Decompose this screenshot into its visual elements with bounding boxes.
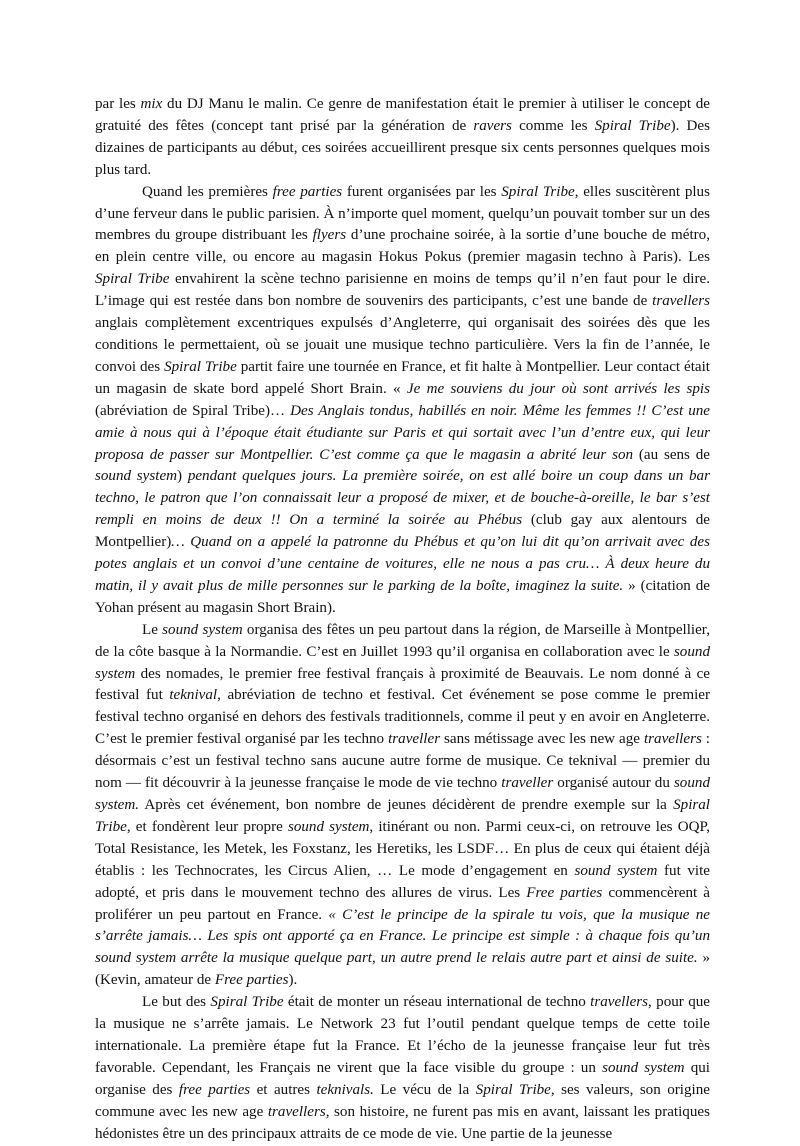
italic-text-run: sound system	[162, 621, 243, 638]
text-run: , et fondèrent leur propre	[126, 818, 288, 835]
italic-text-run: teknival	[169, 687, 218, 704]
italic-text-run: traveller	[501, 775, 554, 792]
italic-text-run: Je me souviens du jour où sont arrivés les spis	[406, 380, 711, 397]
text-run: » (Kevin, amateur de	[95, 950, 710, 989]
paragraph-2	[95, 182, 710, 620]
text-run: ).	[288, 972, 298, 989]
italic-text-run: travellers	[267, 1103, 326, 1120]
text-run: ). Des dizaines de participants au début, ces soirées accueillirent presque six cents personnes quelques mois plus tard.	[95, 117, 710, 178]
italic-text-run: Spiral Tribe	[594, 117, 671, 134]
italic-text-run: free parties	[272, 183, 343, 200]
text-run: Le	[142, 621, 163, 638]
text-run: (au sens de	[633, 446, 710, 463]
italic-text-run: sound system	[574, 862, 658, 879]
italic-text-run: … Quand on a appelé la patronne du Phébus et qu’on lui dit qu’on arrivait avec des potes anglais et un convoi d’une centaine de voitures, elle ne nous a pas cru… À deux heure du matin, il y avait plus de mille personnes sur le parking de la boîte, imaginez la suite.	[95, 534, 710, 594]
text-run: Après cet événement, bon nombre de jeunes décidèrent de prendre exemple sur la	[139, 797, 674, 813]
text-run: comme les	[511, 117, 595, 134]
text-run: sans métissage avec les new age	[440, 731, 644, 748]
italic-text-run: flyers	[312, 227, 347, 244]
text-run: des nomades, le premier free festival français à proximité de Beauvais. Le nom donné à ce festival fut	[95, 665, 710, 704]
text-run: , itinérant ou non. Parmi ceux-ci, on retrouve les OQP, Total Resistance, les Metek, les Foxstanz, les Heretiks, les LSDF… En plus de ceux qui étaient déjà établis : les Technocrates, les Circus Alien, … Le mode d’engagement en	[95, 818, 710, 879]
text-run: furent organisées par les	[342, 183, 502, 200]
text-run: partit faire une tournée en France, et fit halte à Montpellier. Leur contact était un magasin de skate bord appelé Short Brain. «	[95, 358, 710, 397]
text-run: du DJ Manu le malin. Ce genre de manifestation était le premier à utiliser le concept de gratuité des fêtes (concept tant prisé par la génération de	[95, 96, 710, 134]
italic-text-run: Spiral Tribe	[164, 358, 237, 375]
text-run: Quand les premières	[142, 183, 273, 200]
italic-text-run: Spiral Tribe	[210, 994, 284, 1011]
italic-text-run: travellers	[643, 731, 702, 748]
italic-text-run: mix	[140, 96, 163, 112]
italic-text-run: travellers	[590, 994, 649, 1011]
italic-text-run: free parties	[178, 1081, 251, 1098]
text-run: , son histoire, ne furent pas mis en avant, laissant les pratiques hédonistes être un des principaux attraits de ce mode de vie. Une partie de la jeunesse	[95, 1103, 710, 1142]
text-run: (abréviation de Spiral Tribe)…	[95, 402, 291, 419]
paragraph-1	[95, 94, 710, 182]
paragraph-3	[95, 620, 710, 992]
text-run: Le vécu de la	[373, 1081, 476, 1098]
text-run: (club gay aux alentours de Montpellier)	[95, 512, 710, 551]
text-run: anglais complètement excentriques expulsés d’Angleterre, qui organisait des soirées dès que les conditions le permettaient, où se jouait une musique techno particulière. Vers la fin de l’année, le convoi des	[95, 315, 710, 375]
italic-text-run: Free parties	[526, 884, 603, 901]
italic-text-run: Free parties	[214, 972, 289, 989]
italic-text-run: Spiral Tribe	[475, 1081, 551, 1098]
text-run: » (citation de Yohan présent au magasin Short Brain).	[95, 577, 711, 616]
text-run: commencèrent à proliférer un peu partout en France.	[95, 884, 711, 923]
text-run: et autres	[250, 1081, 317, 1098]
text-run: organisé autour du	[553, 775, 674, 792]
italic-text-run: Spiral Tribe	[95, 271, 170, 288]
text-run: , ses valeurs, son origine commune avec les new age	[95, 1081, 710, 1120]
text-run: était de monter un réseau international de techno	[283, 994, 591, 1011]
italic-text-run: Spiral Tribe	[95, 797, 710, 835]
italic-text-run: Des Anglais tondus, habillés en noir. Même les femmes !! C’est une amie à nous qui à l’époque était étudiante sur Paris et qui sortait avec l’un d’entre eux, qui leur proposa de passer sur Montpellier. C’est comme ça que le magasin a abrité leur son	[95, 402, 710, 463]
italic-text-run: travellers	[652, 293, 710, 310]
text-run: fut vite adopté, et pris dans le mouvement techno des allures de virus. Les	[95, 862, 711, 901]
text-run: envahirent la scène techno parisienne en moins de temps qu’il n’en faut pour le dire. L’image qui est restée dans bon nombre de souvenirs des participants, c’est une bande de	[95, 271, 710, 310]
italic-text-run: sound system	[602, 1059, 685, 1076]
text-run: )	[177, 468, 188, 485]
document-page	[95, 94, 710, 1146]
text-run: , pour que la musique ne s’arrête jamais. Le Network 23 fut l’outil pendant quelque temps de cette toile internationale. La première étape fut la France. Et l’écho de la jeunesse française leur fut très favorable. Cependant, les Français ne virent que la face visible du groupe : un	[95, 994, 710, 1076]
text-run: Le but des	[142, 994, 211, 1011]
italic-text-run: sound system	[287, 818, 370, 835]
paragraph-4	[95, 992, 710, 1145]
italic-text-run: traveller	[388, 731, 441, 748]
text-run: , elles suscitèrent plus d’une ferveur dans le public parisien. À n’importe quel moment, quelqu’un pouvait tomber sur un des membres du groupe distribuant les	[95, 183, 710, 244]
italic-text-run: teknivals.	[316, 1081, 374, 1098]
italic-text-run: ravers	[473, 117, 512, 134]
italic-text-run: Spiral Tribe	[501, 183, 575, 200]
text-run: par les	[95, 96, 141, 112]
italic-text-run: pendant quelques jours. La première soirée, on est allé boire un coup dans un bar techno, le patron que l’on connaissait leur a proposé de mixer, et de bouche-à-oreille, le bar s’est rempli en moins de deux !! On a terminé la soirée au Phébus	[95, 468, 710, 529]
text-run: , abréviation de techno et festival. Cet événement se pose comme le premier festival techno organisé en dehors des festivals traditionnels, comme il peut y en avoir en Angleterre. C’est le premier festival organisé par les techno	[95, 687, 711, 748]
text-run: : désormais c’est un festival techno sans aucune autre forme de musique. Ce teknival — premier du nom — fit découvrir à la jeunesse française le mode de vie techno	[95, 731, 711, 792]
text-run: d’une prochaine soirée, à la sortie d’une bouche de métro, en plein centre ville, ou encore au magasin Hokus Pokus (premier magasin techno à Paris). Les	[95, 227, 710, 266]
italic-text-run: « C’est le principe de la spirale tu vois, que la musique ne s’arrête jamais… Les spis ont apporté ça en France. Le principe est simple : à chaque fois qu’un sound system arrête la musique quelque part, un autre prend le relais autre part et ainsi de suite.	[95, 906, 710, 967]
italic-text-run: sound system.	[95, 775, 710, 813]
italic-text-run: sound system	[95, 643, 710, 682]
text-run: organisa des fêtes un peu partout dans la région, de Marseille à Montpellier, de la côte basque à la Normandie. C’est en Juillet 1993 qu’il organisa en collaboration avec le	[95, 621, 710, 660]
italic-text-run: sound system	[95, 468, 178, 485]
text-run: qui organise des	[95, 1059, 710, 1098]
